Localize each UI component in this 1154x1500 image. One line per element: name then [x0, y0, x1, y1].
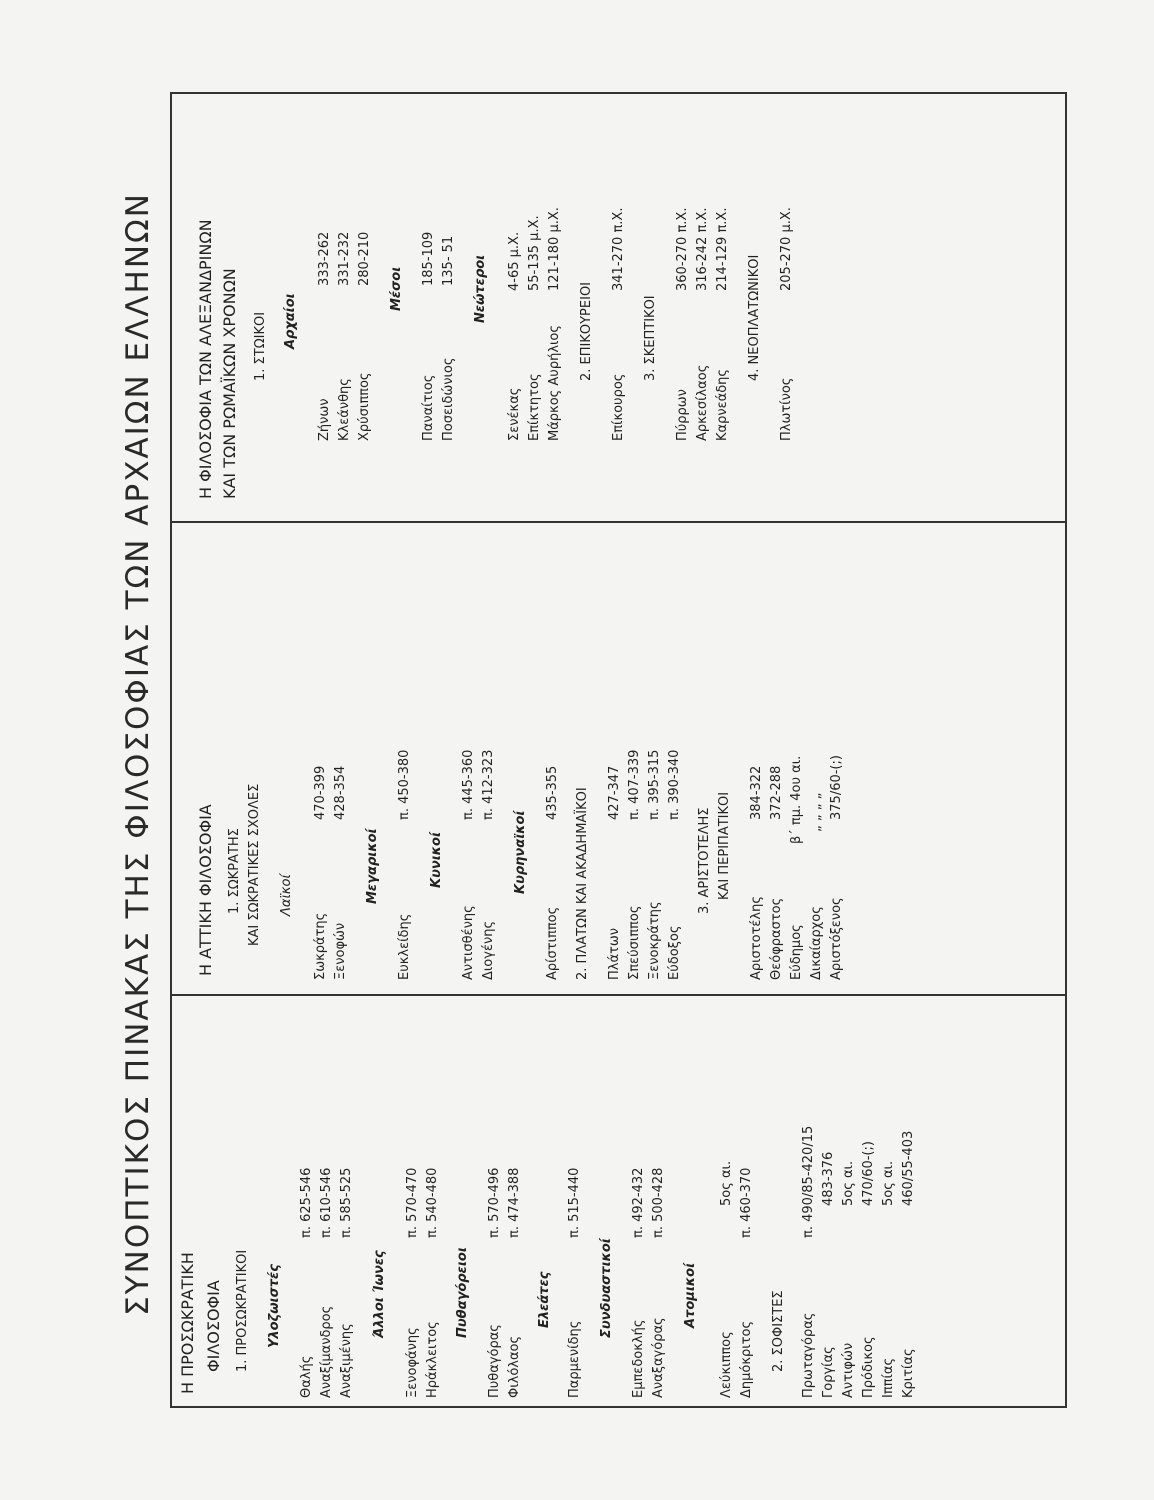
- section-heading: 2. ΣΟΦΙΣΤΕΣ: [771, 1290, 786, 1372]
- philosopher-dates: 135- 51: [441, 235, 456, 286]
- philosopher-dates: π. 390-340: [667, 749, 682, 820]
- column-heading: Η ΑΤΤΙΚΗ ΦΙΛΟΣΟΦΙΑ: [196, 804, 215, 976]
- group-title: Υλοζωιστές: [267, 1264, 282, 1348]
- philosopher-dates: 460/55-403: [901, 1130, 916, 1206]
- philosopher-dates: 331-232: [337, 231, 352, 286]
- philosopher-dates: 435-355: [545, 765, 560, 820]
- philosopher-dates: 428-354: [333, 765, 348, 820]
- philosopher-name: Ξενοφών: [333, 922, 348, 980]
- section-heading: ΚΑΙ ΠΕΡΙΠΑΤΙΚΟΙ: [717, 791, 732, 900]
- philosopher-name: Θεόφραστος: [769, 897, 784, 980]
- philosopher-name: Δημόκριτος: [739, 1320, 754, 1398]
- philosopher-name: Ξενοκράτης: [647, 901, 662, 980]
- philosopher-dates: β΄ πμ. 4ου αι.: [789, 755, 804, 844]
- philosopher-dates: 4-65 μ.Χ.: [507, 231, 522, 291]
- philosopher-name: Κλεάνθης: [337, 378, 352, 441]
- group-title: Λαϊκοί: [279, 874, 294, 916]
- philosopher-dates: 483-376: [821, 1151, 836, 1206]
- philosopher-dates: 384-322: [749, 765, 764, 820]
- group-title: Αρχαίοι: [283, 293, 298, 349]
- philosopher-dates: π. 460-370: [739, 1167, 754, 1238]
- philosopher-name: Πλωτίνος: [779, 377, 794, 441]
- philosopher-name: Κριτίας: [901, 1348, 916, 1398]
- philosopher-dates: 316-242 π.Χ.: [695, 207, 710, 291]
- section-heading: 1. ΣΩΚΡΑΤΗΣ: [227, 828, 242, 914]
- philosopher-name: Παρμενίδης: [567, 1320, 582, 1398]
- section-heading: 4. ΝΕΟΠΛΑΤΩΝΙΚΟΙ: [747, 254, 762, 381]
- philosopher-dates: π. 625-546: [299, 1167, 314, 1238]
- philosopher-name: Αρκεσίλαος: [695, 364, 710, 441]
- philosopher-name: Ηράκλειτος: [425, 1321, 440, 1398]
- philosopher-dates: π. 515-440: [567, 1167, 582, 1238]
- philosopher-dates: 205-270 μ.Χ.: [779, 207, 794, 291]
- philosopher-name: Αναξαγόρας: [651, 1317, 666, 1398]
- philosopher-name: Θαλής: [299, 1355, 314, 1398]
- philosopher-dates: π. 492-432: [631, 1167, 646, 1238]
- philosopher-dates: 360-270 π.Χ.: [675, 207, 690, 291]
- philosopher-name: Πρωταγόρας: [801, 1312, 816, 1398]
- philosopher-name: Φιλόλαος: [507, 1335, 522, 1398]
- philosopher-dates: π. 540-480: [425, 1167, 440, 1238]
- philosopher-dates: π. 450-380: [397, 749, 412, 820]
- philosopher-name: Λεύκιππος: [719, 1331, 734, 1398]
- philosopher-dates: 5ος αι.: [719, 1160, 734, 1206]
- column-heading: Η ΠΡΟΣΩΚΡΑΤΙΚΗ: [178, 1252, 197, 1394]
- philosopher-dates: 55-135 μ.Χ.: [527, 215, 542, 291]
- philosopher-name: Αντιφών: [841, 1342, 856, 1398]
- column-presocratic: [172, 996, 1065, 1406]
- philosopher-dates: π. 474-388: [507, 1167, 522, 1238]
- philosopher-name: Ποσειδώνιος: [441, 357, 456, 441]
- philosopher-dates: π. 407-339: [627, 749, 642, 820]
- philosopher-name: Σωκράτης: [313, 912, 328, 980]
- philosopher-dates: 372-288: [769, 765, 784, 820]
- philosopher-name: Σπεύσιππος: [627, 905, 642, 980]
- philosopher-name: Εμπεδοκλής: [631, 1319, 646, 1398]
- page-title: ΣΥΝΟΠΤΙΚΟΣ ΠΙΝΑΚΑΣ ΤΗΣ ΦΙΛΟΣΟΦΙΑΣ ΤΩΝ ΑΡΧΑΙΩΝ ΕΛΛΗΝΩΝ: [120, 192, 156, 1316]
- philosopher-dates: π. 500-428: [651, 1167, 666, 1238]
- philosopher-dates: π. 585-525: [339, 1167, 354, 1238]
- philosopher-dates: 470-399: [313, 765, 328, 820]
- philosopher-name: Ζήνων: [317, 398, 332, 441]
- column-heading: Η ΦΙΛΟΣΟΦΙΑ ΤΩΝ ΑΛΕΞΑΝΔΡΙΝΩΝ: [196, 219, 215, 499]
- philosopher-name: Παναίτιος: [421, 374, 436, 441]
- section-heading: 2. ΕΠΙΚΟΥΡΕΙΟΙ: [579, 281, 594, 381]
- column-attic: [172, 521, 1065, 996]
- group-title: Ελεάτες: [537, 1271, 552, 1328]
- philosopher-name: Πρόδικος: [861, 1336, 876, 1398]
- philosopher-name: Αριστοτέλης: [749, 896, 764, 980]
- section-heading: ΚΑΙ ΣΩΚΡΑΤΙΚΕΣ ΣΧΟΛΕΣ: [247, 783, 262, 946]
- group-title: Συνδυαστικοί: [599, 1238, 614, 1338]
- philosopher-name: Διογένης: [481, 920, 496, 980]
- group-title: Μεγαρικοί: [365, 828, 380, 904]
- section-heading: 3. ΣΚΕΠΤΙΚΟΙ: [643, 295, 658, 381]
- philosopher-dates: 375/60-(;): [829, 755, 844, 820]
- philosopher-dates: π. 570-470: [405, 1167, 420, 1238]
- philosopher-name: Σενέκας: [507, 387, 522, 441]
- group-title: Άλλοι Ίωνες: [372, 1250, 387, 1338]
- column-heading: ΚΑΙ ΤΩΝ ΡΩΜΑΪΚΩΝ ΧΡΟΝΩΝ: [220, 268, 239, 499]
- philosopher-name: Χρύσιππος: [357, 372, 372, 441]
- philosopher-dates: 470/60-(;): [861, 1141, 876, 1206]
- philosopher-name: Αναξίμανδρος: [319, 1305, 334, 1398]
- group-title: Νεώτεροι: [473, 254, 488, 323]
- section-heading: 3. ΑΡΙΣΤΟΤΕΛΗΣ: [697, 807, 712, 914]
- philosopher-dates: 185-109: [421, 231, 436, 286]
- philosopher-name: Μάρκος Αυρήλιος: [547, 325, 562, 441]
- section-heading: 1. ΠΡΟΣΩΚΡΑΤΙΚΟΙ: [235, 1249, 250, 1372]
- philosopher-dates: π. 445-360: [461, 749, 476, 820]
- section-heading: 1. ΣΤΩΙΚΟΙ: [253, 311, 268, 381]
- philosopher-dates: „ „ „ „: [809, 792, 824, 832]
- philosopher-name: Επίκουρος: [611, 373, 626, 441]
- philosopher-dates: 5ος αι.: [841, 1160, 856, 1206]
- philosopher-name: Γοργίας: [821, 1346, 836, 1398]
- group-title: Πυθαγόρειοι: [455, 1247, 470, 1338]
- philosopher-dates: 280-210: [357, 231, 372, 286]
- philosopher-dates: π. 610-546: [319, 1167, 334, 1238]
- philosopher-dates: 427-347: [607, 765, 622, 820]
- philosopher-name: Καρνεάδης: [715, 368, 730, 441]
- philosopher-name: Ευκλείδης: [397, 913, 412, 980]
- philosopher-name: Πύρρων: [675, 389, 690, 441]
- section-heading: 2. ΠΛΑΤΩΝ ΚΑΙ ΑΚΑΔΗΜΑΪΚΟΙ: [575, 787, 590, 980]
- philosopher-dates: 214-129 π.Χ.: [715, 207, 730, 291]
- philosopher-name: Αριστόξενος: [829, 897, 844, 980]
- philosopher-name: Πυθαγόρας: [487, 1324, 502, 1398]
- philosopher-dates: 121-180 μ.Χ.: [547, 207, 562, 291]
- philosopher-name: Πλάτων: [607, 927, 622, 980]
- philosopher-name: Δικαίαρχος: [809, 906, 824, 980]
- philosopher-dates: π. 395-315: [647, 749, 662, 820]
- philosopher-name: Αναξιμένης: [339, 1323, 354, 1398]
- column-heading: ΦΙΛΟΣΟΦΙΑ: [204, 1280, 223, 1372]
- group-title: Μέσοι: [389, 266, 404, 311]
- group-title: Κυνικοί: [429, 831, 444, 888]
- column-alexandrian-roman: [172, 93, 1065, 521]
- philosopher-name: Αρίστιππος: [545, 906, 560, 980]
- philosopher-dates: 5ος αι.: [881, 1160, 896, 1206]
- group-title: Κυρηναϊκοί: [513, 810, 528, 894]
- philosopher-name: Επίκτητος: [527, 373, 542, 441]
- philosopher-dates: π. 570-496: [487, 1167, 502, 1238]
- philosopher-name: Ιππίας: [881, 1357, 896, 1398]
- philosopher-name: Εύδοξος: [667, 925, 682, 980]
- philosopher-dates: 341-270 π.Χ.: [611, 207, 626, 291]
- philosopher-name: Αντισθένης: [461, 905, 476, 980]
- philosopher-dates: π. 490/85-420/15: [801, 1125, 816, 1238]
- philosopher-name: Εύδημος: [789, 924, 804, 980]
- philosopher-name: Ξενοφάνης: [405, 1327, 420, 1398]
- philosopher-dates: 333-262: [317, 231, 332, 286]
- philosopher-dates: π. 412-323: [481, 749, 496, 820]
- group-title: Ατομικοί: [683, 1262, 698, 1328]
